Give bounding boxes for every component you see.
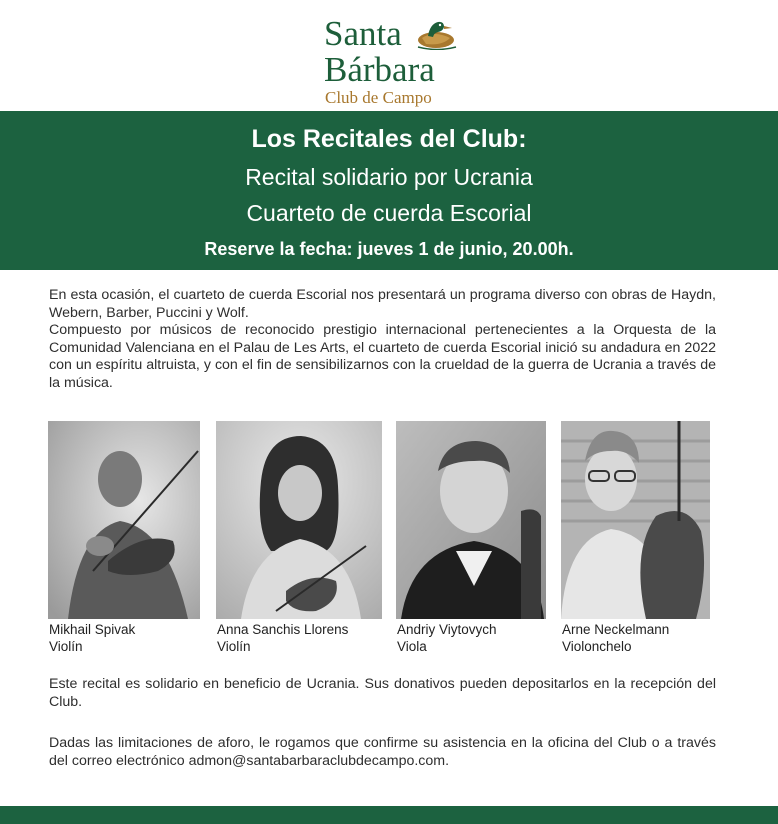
ensemble-name: Cuarteto de cuerda Escorial <box>246 200 532 226</box>
intro-paragraph-1: En esta ocasión, el cuarteto de cuerda Escorial nos presentará un programa diverso con obras de Haydn, Webern, Barber, Puccini y Wolf. <box>49 287 716 321</box>
musician-card <box>48 421 200 654</box>
donation-text <box>49 676 716 711</box>
musician-card <box>561 421 710 654</box>
musician-card <box>216 421 382 654</box>
donation-paragraph: Este recital es solidario en beneficio de Ucrania. Sus donativos pueden depositarlos en la recepción del Club. <box>49 676 716 710</box>
event-date: Reserve la fecha: jueves 1 de junio, 20.00h. <box>204 239 574 259</box>
musician-instrument: Violín <box>217 639 251 654</box>
musician-instrument: Viola <box>397 639 427 654</box>
intro-paragraph-2: Compuesto por músicos de reconocido prestigio internacional pertenecientes a la Orquesta de la Comunidad Valenciana en el Palau de Les Arts, el cuarteto de cuerda Escorial inició su andadura en 2022 con un espíritu altruista, y con el fin de sensibilizarnos con la crueldad de la guerra de Ucrania a través de la música. <box>49 322 716 391</box>
musician-photo <box>396 421 546 619</box>
footer-bar <box>0 806 778 824</box>
duck-icon <box>416 16 458 50</box>
club-logo <box>0 0 778 110</box>
rsvp-paragraph: Dadas las limitaciones de aforo, le rogamos que confirme su asistencia en la oficina del Club o a través del correo electrónico admon@santabarbaraclubdecampo.com. <box>49 735 716 769</box>
musician-instrument: Violín <box>49 639 83 654</box>
musician-name: Arne Neckelmann <box>562 622 670 637</box>
logo-text-barbara: Bárbara <box>324 50 435 89</box>
musician-name: Anna Sanchis Llorens <box>217 622 349 637</box>
logo-text-club: Club de Campo <box>325 88 432 107</box>
musician-name: Andriy Viytovych <box>397 622 497 637</box>
musician-instrument: Violonchelo <box>562 639 632 654</box>
musician-photo <box>48 421 200 619</box>
musician-photo <box>561 421 710 619</box>
musician-photo <box>216 421 382 619</box>
musician-name: Mikhail Spivak <box>49 622 136 637</box>
event-title: Los Recitales del Club: <box>251 125 527 153</box>
event-subtitle: Recital solidario por Ucrania <box>245 164 533 190</box>
rsvp-text <box>49 735 716 770</box>
event-banner <box>0 111 778 270</box>
intro-text <box>49 287 716 393</box>
musician-card <box>396 421 546 654</box>
logo-text-santa: Santa <box>324 14 402 53</box>
